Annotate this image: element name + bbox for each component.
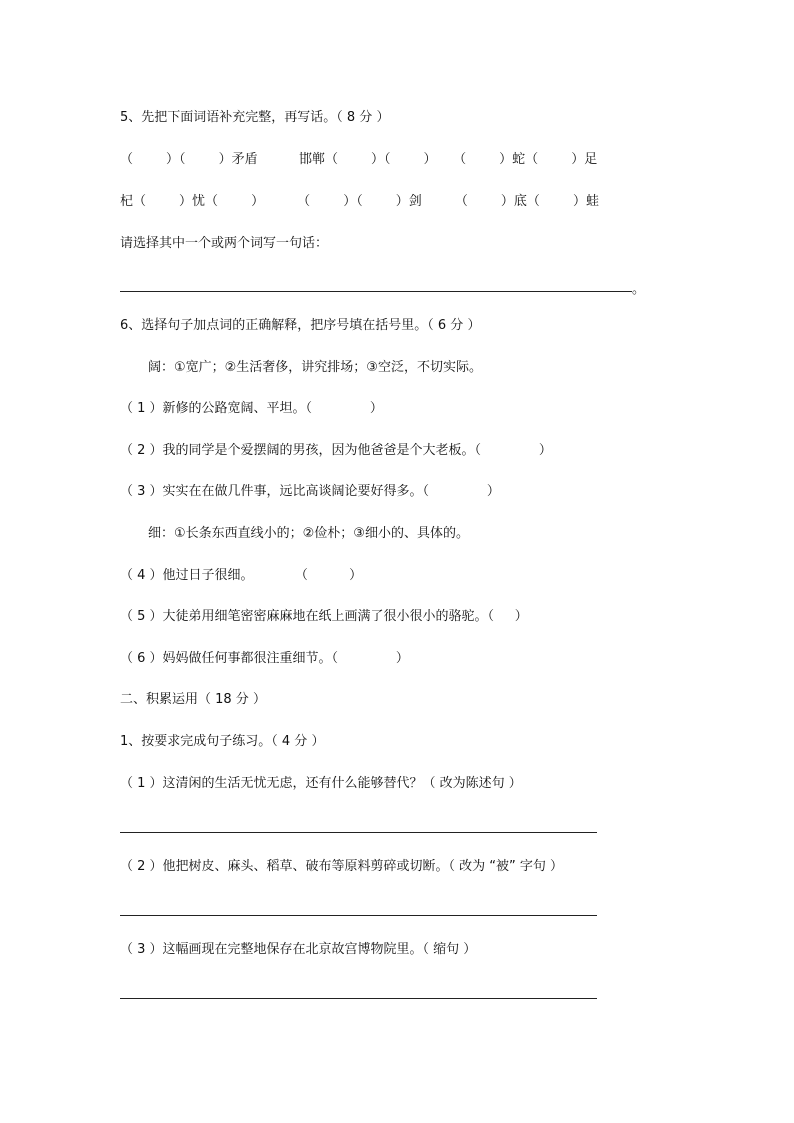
- s2-q1-item-1: （ 1 ）这清闲的生活无忧无虑，还有什么能够替代？（ 改为陈述句 ）: [120, 776, 522, 791]
- s2-q1-item-2: （ 2 ）他把树皮、麻头、稻草、破布等原料剪碎或切断。（ 改为 “被” 字句 ）: [120, 859, 564, 874]
- s2-q1-answer-line-3[interactable]: [120, 998, 597, 999]
- section2-title: 二、积累运用（ 18 分 ）: [120, 692, 266, 707]
- q6-sentence-1: （ 1 ）新修的公路宽阔、平坦。（ ）: [120, 401, 383, 416]
- q6-sentence-2: （ 2 ）我的同学是个爱摆阔的男孩，因为他爸爸是个大老板。（ ）: [120, 443, 552, 458]
- q6-sentence-5: （ 5 ）大徒弟用细笔密密麻麻地在纸上画满了很小很小的骆驼。（ ）: [120, 609, 528, 624]
- q5-title: 5、先把下面词语补充完整，再写话。（ 8 分 ）: [120, 110, 390, 125]
- q6-kuo-definitions: 阔：①宽广；②生活奢侈，讲究排场；③空泛，不切实际。: [148, 360, 482, 375]
- q5-idiom-row-2: 杞（ ）忧（ ） （ ）（ ）剑 （ ）底（ ）蛙: [120, 194, 599, 209]
- q5-idiom-row-1: （ ）（ ）矛盾 邯郸（ ）（ ） （ ）蛇（ ）足: [120, 152, 598, 167]
- q5-end-period: 。: [632, 282, 646, 297]
- s2-q1-title: 1、按要求完成句子练习。（ 4 分 ）: [120, 734, 325, 749]
- s2-q1-answer-line-1[interactable]: [120, 832, 597, 833]
- s2-q1-item-3: （ 3 ）这幅画现在完整地保存在北京故宫博物院里。（ 缩句 ）: [120, 942, 477, 957]
- q5-sentence-prompt: 请选择其中一个或两个词写一句话：: [120, 236, 329, 251]
- q6-sentence-4: （ 4 ）他过日子很细。 （ ）: [120, 568, 363, 583]
- s2-q1-answer-line-2[interactable]: [120, 915, 597, 916]
- q6-sentence-3: （ 3 ）实实在在做几件事，远比高谈阔论要好得多。（ ）: [120, 484, 500, 499]
- q6-sentence-6: （ 6 ）妈妈做任何事都很注重细节。（ ）: [120, 651, 409, 666]
- q5-answer-line[interactable]: [120, 291, 632, 292]
- q6-title: 6、选择句子加点词的正确解释，把序号填在括号里。（ 6 分 ）: [120, 318, 481, 333]
- q6-xi-definitions: 细：①长条东西直线小的；②俭朴；③细小的、具体的。: [148, 526, 469, 541]
